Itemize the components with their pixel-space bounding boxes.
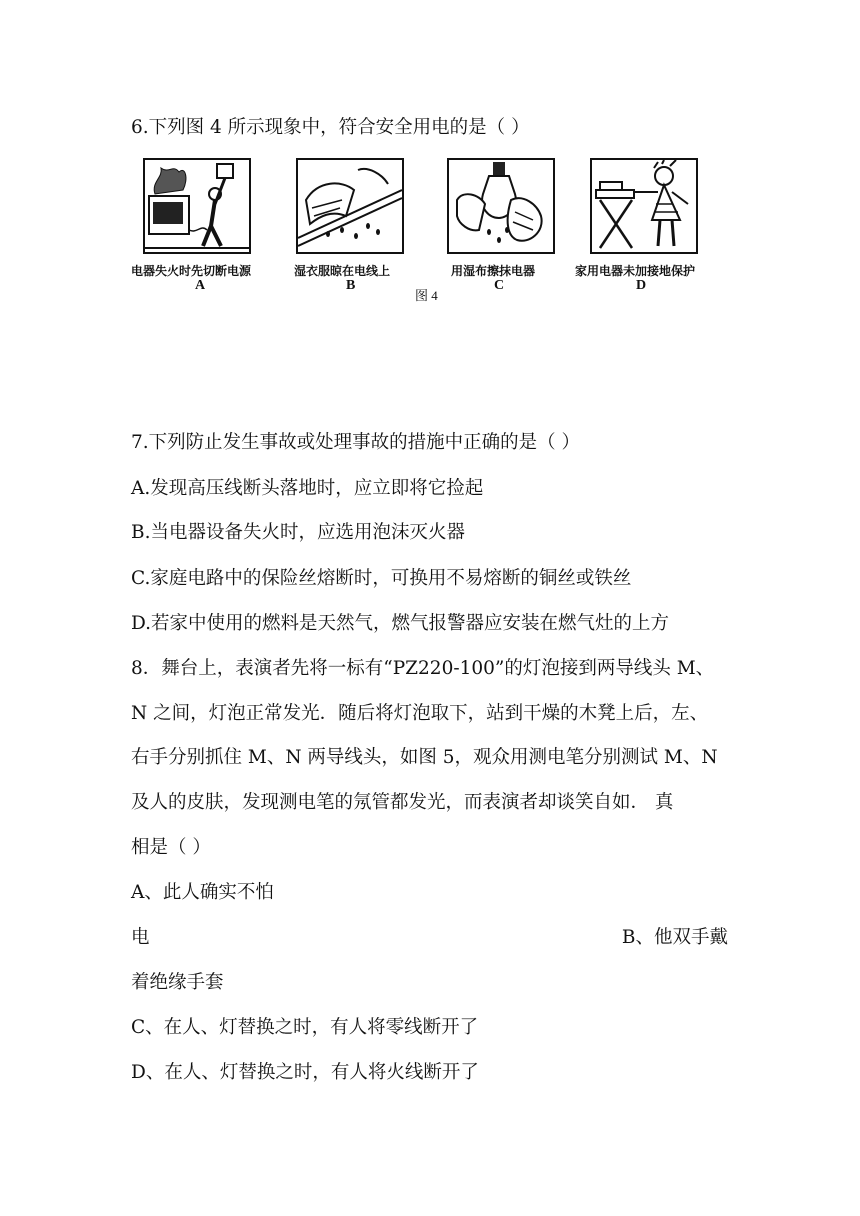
q8-stem-line-5: 相是（ ） [131, 837, 211, 858]
wet-clothes-on-wire-icon [298, 160, 402, 252]
panel-a [143, 158, 251, 254]
ungrounded-appliance-icon [592, 160, 696, 252]
panel-b-letter: B [346, 278, 356, 293]
q8-option-b-line-2: 着绝缘手套 [131, 972, 224, 993]
person-cutting-power-icon [145, 160, 249, 252]
q6-stem: 6.下列图 4 所示现象中，符合安全用电的是（ ） [131, 117, 530, 138]
panel-d [590, 158, 698, 254]
panel-c [447, 158, 555, 254]
panel-c-caption: 用湿布擦抹电器 [451, 264, 536, 278]
q8-stem-line-4: 及人的皮肤，发现测电笔的氖管都发光，而表演者却谈笑自如． 真 [131, 792, 674, 813]
panel-b [296, 158, 404, 254]
q7-option-d: D.若家中使用的燃料是天然气，燃气报警器应安装在燃气灶的上方 [131, 613, 670, 634]
q8-option-a-line-2: 电 [131, 927, 150, 948]
q8-option-c: C、在人、灯替换之时，有人将零线断开了 [131, 1017, 479, 1038]
q8-stem-line-1: 8．舞台上，表演者先将一标有“PZ220-100”的灯泡接到两导线头 M、 [131, 658, 715, 679]
panel-b-caption: 湿衣服晾在电线上 [294, 264, 391, 278]
panel-c-letter: C [494, 278, 505, 293]
q8-option-d: D、在人、灯替换之时，有人将火线断开了 [131, 1062, 479, 1083]
q8-stem-line-2: N 之间，灯泡正常发光．随后将灯泡取下，站到干燥的木凳上后，左、 [131, 703, 709, 724]
q7-option-b: B.当电器设备失火时，应选用泡沫灭火器 [131, 522, 465, 543]
panel-a-letter: A [195, 278, 206, 293]
panel-d-letter: D [636, 278, 647, 293]
q8-stem-line-3: 右手分别抓住 M、N 两导线头，如图 5，观众用测电笔分别测试 M、N [131, 747, 718, 768]
figure-4 [131, 158, 731, 303]
wet-cloth-wiping-bulb-icon [449, 160, 553, 252]
q7-stem: 7.下列防止发生事故或处理事故的措施中正确的是（ ） [131, 432, 581, 453]
panel-a-caption: 电器失火时先切断电源 [131, 264, 252, 278]
q7-option-c: C.家庭电路中的保险丝熔断时，可换用不易熔断的铜丝或铁丝 [131, 568, 632, 589]
panel-d-caption: 家用电器未加接地保护 [575, 264, 696, 278]
q8-option-b-line-1: B、他双手戴 [621, 927, 728, 948]
q8-option-a-line-1: A、此人确实不怕 [131, 882, 274, 903]
q7-option-a: A.发现高压线断头落地时，应立即将它捡起 [131, 478, 484, 499]
figure-label: 图 4 [415, 288, 438, 303]
